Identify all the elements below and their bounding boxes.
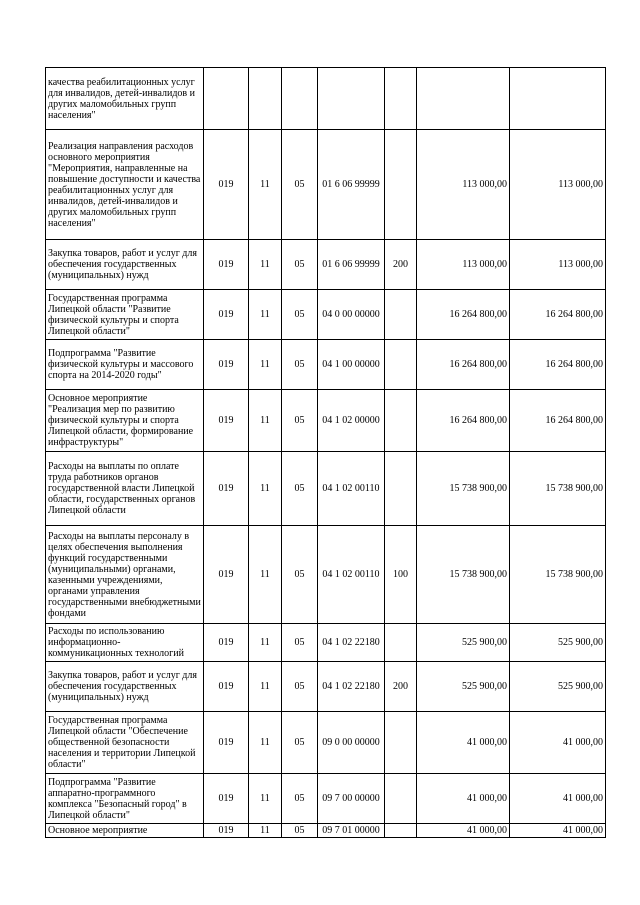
section-code: 11 [249, 240, 282, 290]
target-article-code: 04 0 00 00000 [318, 290, 385, 340]
target-article-code: 01 6 06 99999 [318, 130, 385, 240]
row-name: Подпрограмма "Развитие физической культуры и массового спорта на 2014-2020 годы" [46, 340, 204, 390]
admin-code: 019 [204, 662, 249, 712]
subsection-code [282, 68, 318, 130]
row-name: Реализация направления расходов основного мероприятия "Мероприятия, направленные на повышение доступности и качества реабилитационных услуг для инвалидов, детей-инвалидов и других маломобильных групп населения" [46, 130, 204, 240]
table-row [46, 452, 606, 526]
amount-2: 15 738 900,00 [510, 526, 606, 624]
table-row [46, 774, 606, 824]
table-row [46, 390, 606, 452]
section-code: 11 [249, 390, 282, 452]
row-name: Расходы на выплаты по оплате труда работников органов государственной власти Липецкой области, государственных органов Липецкой области [46, 452, 204, 526]
amount-2: 41 000,00 [510, 824, 606, 838]
amount-1: 15 738 900,00 [417, 452, 510, 526]
amount-1: 113 000,00 [417, 130, 510, 240]
section-code: 11 [249, 774, 282, 824]
admin-code [204, 68, 249, 130]
amount-2 [510, 68, 606, 130]
row-name: Расходы на выплаты персоналу в целях обеспечения выполнения функций государственными (муниципальными) органами, казенными учреждениями, органами управления государственными внебюджетными фондами [46, 526, 204, 624]
target-article-code: 04 1 00 00000 [318, 340, 385, 390]
target-article-code: 09 0 00 00000 [318, 712, 385, 774]
table-row [46, 240, 606, 290]
row-name: Закупка товаров, работ и услуг для обеспечения государственных (муниципальных) нужд [46, 662, 204, 712]
subsection-code: 05 [282, 624, 318, 662]
expense-type-code [385, 390, 417, 452]
amount-1: 16 264 800,00 [417, 290, 510, 340]
expense-type-code [385, 452, 417, 526]
row-name: качества реабилитационных услуг для инвалидов, детей-инвалидов и других маломобильных групп населения" [46, 68, 204, 130]
admin-code: 019 [204, 240, 249, 290]
subsection-code: 05 [282, 774, 318, 824]
target-article-code: 01 6 06 99999 [318, 240, 385, 290]
table-row [46, 340, 606, 390]
expense-type-code [385, 824, 417, 838]
expense-type-code [385, 68, 417, 130]
amount-2: 113 000,00 [510, 240, 606, 290]
row-name: Подпрограмма "Развитие аппаратно-программного комплекса "Безопасный город" в Липецкой области" [46, 774, 204, 824]
section-code [249, 68, 282, 130]
expense-type-code: 200 [385, 662, 417, 712]
section-code: 11 [249, 452, 282, 526]
amount-1: 16 264 800,00 [417, 340, 510, 390]
expense-type-code [385, 130, 417, 240]
section-code: 11 [249, 824, 282, 838]
target-article-code: 04 1 02 00110 [318, 526, 385, 624]
target-article-code: 04 1 02 22180 [318, 624, 385, 662]
section-code: 11 [249, 526, 282, 624]
subsection-code: 05 [282, 452, 318, 526]
row-name: Государственная программа Липецкой области "Обеспечение общественной безопасности населения и территории Липецкой области" [46, 712, 204, 774]
target-article-code [318, 68, 385, 130]
row-name: Расходы по использованию информационно-коммуникационных технологий [46, 624, 204, 662]
expense-type-code: 200 [385, 240, 417, 290]
section-code: 11 [249, 662, 282, 712]
section-code: 11 [249, 290, 282, 340]
admin-code: 019 [204, 390, 249, 452]
table-row [46, 290, 606, 340]
subsection-code: 05 [282, 526, 318, 624]
table-row [46, 130, 606, 240]
amount-1: 525 900,00 [417, 624, 510, 662]
amount-1: 113 000,00 [417, 240, 510, 290]
expense-type-code [385, 340, 417, 390]
amount-1: 16 264 800,00 [417, 390, 510, 452]
subsection-code: 05 [282, 340, 318, 390]
amount-2: 41 000,00 [510, 774, 606, 824]
subsection-code: 05 [282, 824, 318, 838]
amount-2: 16 264 800,00 [510, 390, 606, 452]
expense-type-code [385, 624, 417, 662]
section-code: 11 [249, 130, 282, 240]
table-row [46, 712, 606, 774]
budget-table [45, 67, 606, 838]
subsection-code: 05 [282, 712, 318, 774]
admin-code: 019 [204, 712, 249, 774]
admin-code: 019 [204, 130, 249, 240]
row-name: Государственная программа Липецкой области "Развитие физической культуры и спорта Липецкой области" [46, 290, 204, 340]
target-article-code: 04 1 02 00110 [318, 452, 385, 526]
admin-code: 019 [204, 774, 249, 824]
table-row [46, 624, 606, 662]
section-code: 11 [249, 624, 282, 662]
target-article-code: 09 7 00 00000 [318, 774, 385, 824]
amount-2: 16 264 800,00 [510, 290, 606, 340]
expense-type-code [385, 290, 417, 340]
amount-1: 15 738 900,00 [417, 526, 510, 624]
table-row [46, 662, 606, 712]
amount-2: 41 000,00 [510, 712, 606, 774]
table-row [46, 68, 606, 130]
admin-code: 019 [204, 290, 249, 340]
target-article-code: 04 1 02 00000 [318, 390, 385, 452]
subsection-code: 05 [282, 130, 318, 240]
subsection-code: 05 [282, 240, 318, 290]
amount-1: 41 000,00 [417, 774, 510, 824]
row-name: Основное мероприятие [46, 824, 204, 838]
amount-1: 41 000,00 [417, 712, 510, 774]
amount-1: 41 000,00 [417, 824, 510, 838]
subsection-code: 05 [282, 662, 318, 712]
amount-2: 15 738 900,00 [510, 452, 606, 526]
amount-2: 525 900,00 [510, 662, 606, 712]
admin-code: 019 [204, 526, 249, 624]
target-article-code: 09 7 01 00000 [318, 824, 385, 838]
target-article-code: 04 1 02 22180 [318, 662, 385, 712]
section-code: 11 [249, 712, 282, 774]
budget-table-page [45, 67, 605, 838]
section-code: 11 [249, 340, 282, 390]
amount-2: 113 000,00 [510, 130, 606, 240]
subsection-code: 05 [282, 390, 318, 452]
admin-code: 019 [204, 624, 249, 662]
row-name: Закупка товаров, работ и услуг для обеспечения государственных (муниципальных) нужд [46, 240, 204, 290]
admin-code: 019 [204, 452, 249, 526]
row-name: Основное мероприятие "Реализация мер по развитию физической культуры и спорта Липецкой области, формирование инфраструктуры" [46, 390, 204, 452]
amount-1: 525 900,00 [417, 662, 510, 712]
admin-code: 019 [204, 340, 249, 390]
expense-type-code [385, 712, 417, 774]
amount-2: 525 900,00 [510, 624, 606, 662]
table-row [46, 824, 606, 838]
amount-1 [417, 68, 510, 130]
table-row [46, 526, 606, 624]
subsection-code: 05 [282, 290, 318, 340]
expense-type-code: 100 [385, 526, 417, 624]
amount-2: 16 264 800,00 [510, 340, 606, 390]
admin-code: 019 [204, 824, 249, 838]
expense-type-code [385, 774, 417, 824]
